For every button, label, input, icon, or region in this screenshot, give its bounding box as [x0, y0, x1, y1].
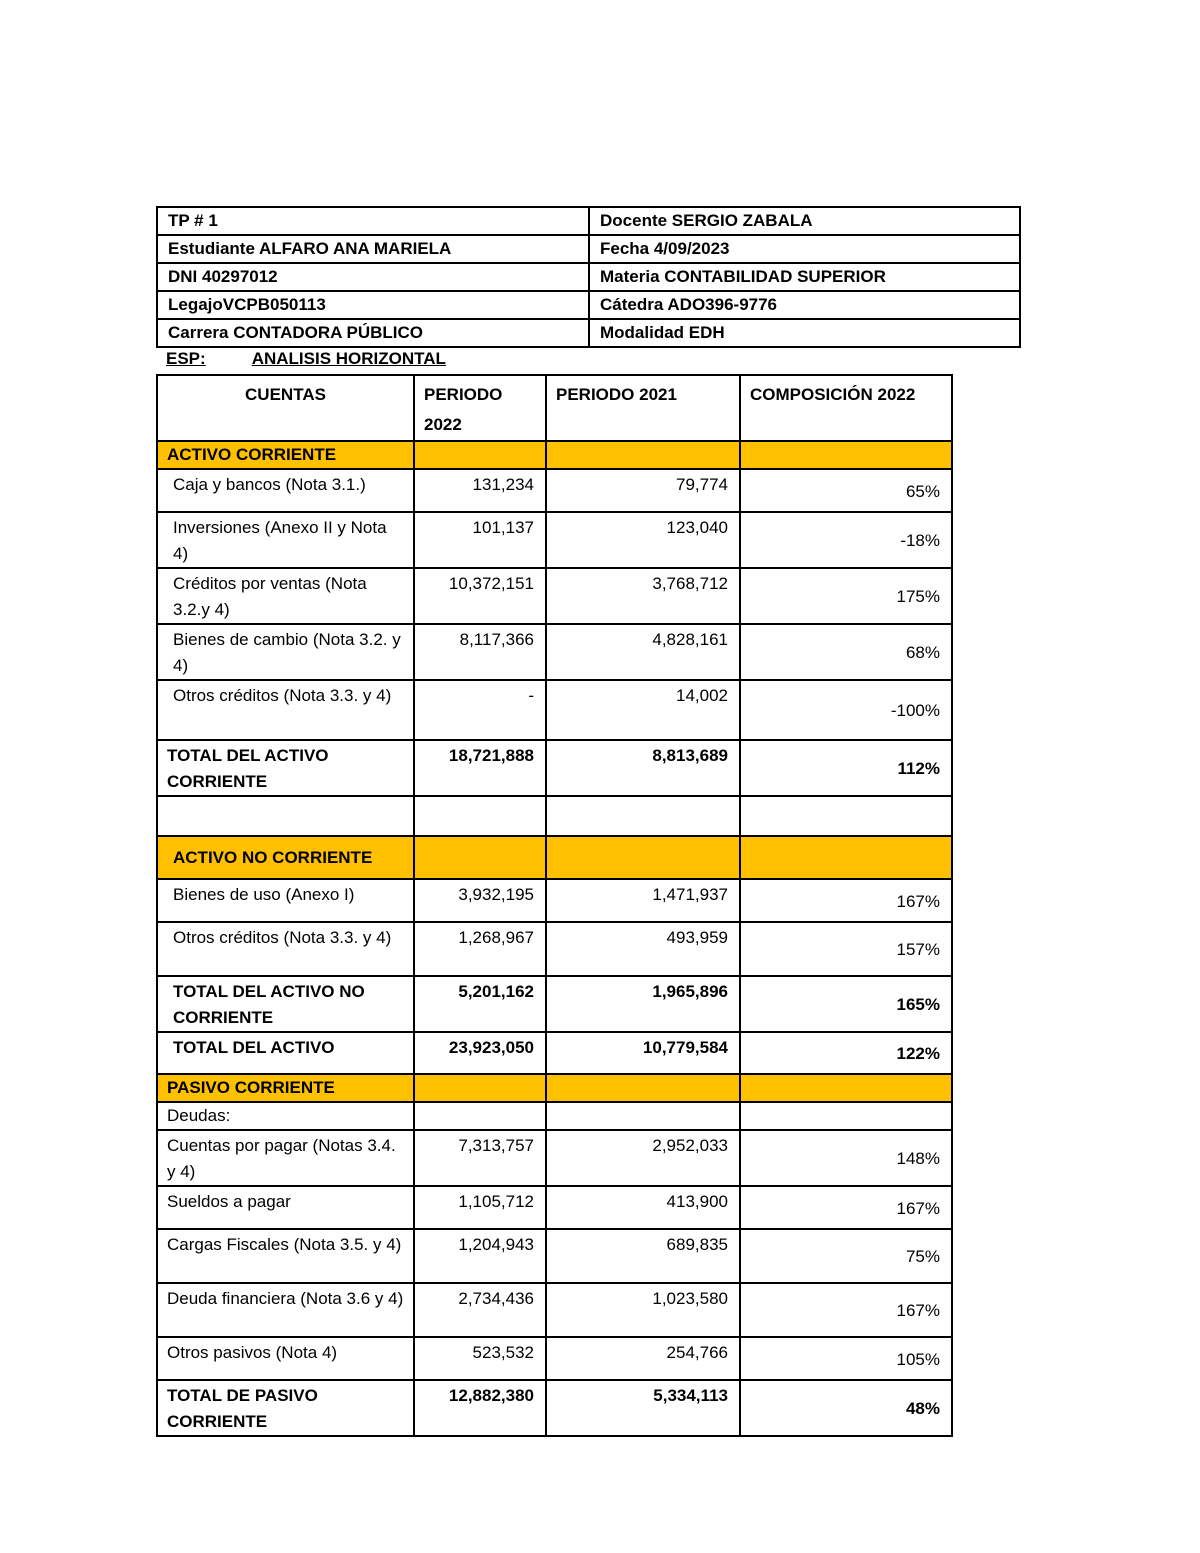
table-row [157, 879, 952, 922]
account-name: Sueldos a pagar [157, 1186, 414, 1229]
table-row [157, 1229, 952, 1283]
composition-pct: 165% [740, 976, 952, 1032]
section-pasivo-corriente [157, 1074, 952, 1102]
account-name: Inversiones (Anexo II y Nota 4) [157, 512, 414, 568]
esp-title: ANALISIS HORIZONTAL [251, 349, 446, 368]
total-row [157, 1032, 952, 1074]
value-2021: 413,900 [546, 1186, 740, 1229]
value-2022: 3,932,195 [414, 879, 546, 922]
account-name: Cargas Fiscales (Nota 3.5. y 4) [157, 1229, 414, 1283]
composition-pct: 122% [740, 1032, 952, 1074]
subsection-deudas [157, 1102, 952, 1130]
value-2022: 1,204,943 [414, 1229, 546, 1283]
table-row [157, 1186, 952, 1229]
table-row [157, 1283, 952, 1337]
col-header-composicion-2022: COMPOSICIÓN 2022 [740, 375, 952, 441]
value-2022: 18,721,888 [414, 740, 546, 796]
value-2021: 123,040 [546, 512, 740, 568]
table-row [157, 922, 952, 976]
value-2022: 12,882,380 [414, 1380, 546, 1436]
value-2021: 254,766 [546, 1337, 740, 1380]
esp-label: ESP: [166, 349, 206, 368]
composition-pct: 167% [740, 879, 952, 922]
value-2021: 1,965,896 [546, 976, 740, 1032]
value-2021: 689,835 [546, 1229, 740, 1283]
value-2021: 4,828,161 [546, 624, 740, 680]
composition-pct: 148% [740, 1130, 952, 1186]
col-header-periodo-2022-line1: PERIODO [424, 385, 503, 404]
account-name: Otros créditos (Nota 3.3. y 4) [157, 922, 414, 976]
value-2022: - [414, 680, 546, 740]
account-name: Otros créditos (Nota 3.3. y 4) [157, 680, 414, 740]
account-name: Cuentas por pagar (Notas 3.4. y 4) [157, 1130, 414, 1186]
account-name: Otros pasivos (Nota 4) [157, 1337, 414, 1380]
header-row [157, 235, 1020, 263]
account-name: TOTAL DE PASIVO CORRIENTE [157, 1380, 414, 1436]
account-name: TOTAL DEL ACTIVO [157, 1032, 414, 1074]
value-2021: 10,779,584 [546, 1032, 740, 1074]
total-row [157, 1380, 952, 1436]
value-2022: 10,372,151 [414, 568, 546, 624]
composition-pct: -100% [740, 680, 952, 740]
composition-pct: 75% [740, 1229, 952, 1283]
subsection-label: Deudas: [157, 1102, 414, 1130]
table-header-row [157, 375, 952, 441]
composition-pct: 105% [740, 1337, 952, 1380]
value-2021: 1,023,580 [546, 1283, 740, 1337]
composition-pct: -18% [740, 512, 952, 568]
table-row [157, 624, 952, 680]
composition-pct: 112% [740, 740, 952, 796]
composition-pct: 157% [740, 922, 952, 976]
value-2022: 131,234 [414, 469, 546, 512]
value-2021: 1,471,937 [546, 879, 740, 922]
value-2022: 23,923,050 [414, 1032, 546, 1074]
composition-pct: 175% [740, 568, 952, 624]
account-name: TOTAL DEL ACTIVO NO CORRIENTE [157, 976, 414, 1032]
composition-pct: 167% [740, 1186, 952, 1229]
table-row [157, 512, 952, 568]
col-header-periodo-2022-line2: 2022 [424, 415, 462, 434]
header-tp: TP # 1 [157, 207, 589, 235]
value-2022: 7,313,757 [414, 1130, 546, 1186]
col-header-periodo-2022 [414, 375, 546, 441]
section-activo-corriente [157, 441, 952, 469]
composition-pct: 48% [740, 1380, 952, 1436]
header-catedra: Cátedra ADO396-9776 [589, 291, 1020, 319]
account-name: Caja y bancos (Nota 3.1.) [157, 469, 414, 512]
section-label: PASIVO CORRIENTE [157, 1074, 414, 1102]
table-row [157, 568, 952, 624]
header-modalidad: Modalidad EDH [589, 319, 1020, 347]
value-2021: 3,768,712 [546, 568, 740, 624]
section-label: ACTIVO NO CORRIENTE [157, 836, 414, 879]
table-row [157, 1130, 952, 1186]
section-activo-no-corriente [157, 836, 952, 879]
value-2021: 14,002 [546, 680, 740, 740]
value-2021: 79,774 [546, 469, 740, 512]
horizontal-analysis-table [156, 374, 953, 1437]
composition-pct: 68% [740, 624, 952, 680]
value-2022: 2,734,436 [414, 1283, 546, 1337]
composition-pct: 65% [740, 469, 952, 512]
value-2021: 5,334,113 [546, 1380, 740, 1436]
header-row [157, 291, 1020, 319]
total-row [157, 740, 952, 796]
value-2021: 493,959 [546, 922, 740, 976]
table-row [157, 1337, 952, 1380]
header-docente: Docente SERGIO ZABALA [589, 207, 1020, 235]
header-estudiante: Estudiante ALFARO ANA MARIELA [157, 235, 589, 263]
value-2021: 2,952,033 [546, 1130, 740, 1186]
header-materia: Materia CONTABILIDAD SUPERIOR [589, 263, 1020, 291]
col-header-cuentas: CUENTAS [157, 375, 414, 441]
header-row [157, 263, 1020, 291]
esp-line [166, 349, 446, 369]
value-2022: 5,201,162 [414, 976, 546, 1032]
account-name: Créditos por ventas (Nota 3.2.y 4) [157, 568, 414, 624]
header-info-table [156, 206, 1021, 348]
header-row [157, 207, 1020, 235]
empty-row [157, 796, 952, 836]
account-name: Bienes de cambio (Nota 3.2. y 4) [157, 624, 414, 680]
value-2022: 8,117,366 [414, 624, 546, 680]
table-row [157, 469, 952, 512]
col-header-periodo-2021: PERIODO 2021 [546, 375, 740, 441]
account-name: Bienes de uso (Anexo I) [157, 879, 414, 922]
total-row [157, 976, 952, 1032]
header-fecha: Fecha 4/09/2023 [589, 235, 1020, 263]
header-dni: DNI 40297012 [157, 263, 589, 291]
section-label: ACTIVO CORRIENTE [157, 441, 414, 469]
value-2022: 1,105,712 [414, 1186, 546, 1229]
header-legajo: LegajoVCPB050113 [157, 291, 589, 319]
value-2021: 8,813,689 [546, 740, 740, 796]
account-name: TOTAL DEL ACTIVO CORRIENTE [157, 740, 414, 796]
value-2022: 101,137 [414, 512, 546, 568]
composition-pct: 167% [740, 1283, 952, 1337]
value-2022: 1,268,967 [414, 922, 546, 976]
header-carrera: Carrera CONTADORA PÚBLICO [157, 319, 589, 347]
account-name: Deuda financiera (Nota 3.6 y 4) [157, 1283, 414, 1337]
value-2022: 523,532 [414, 1337, 546, 1380]
header-row [157, 319, 1020, 347]
table-row [157, 680, 952, 740]
